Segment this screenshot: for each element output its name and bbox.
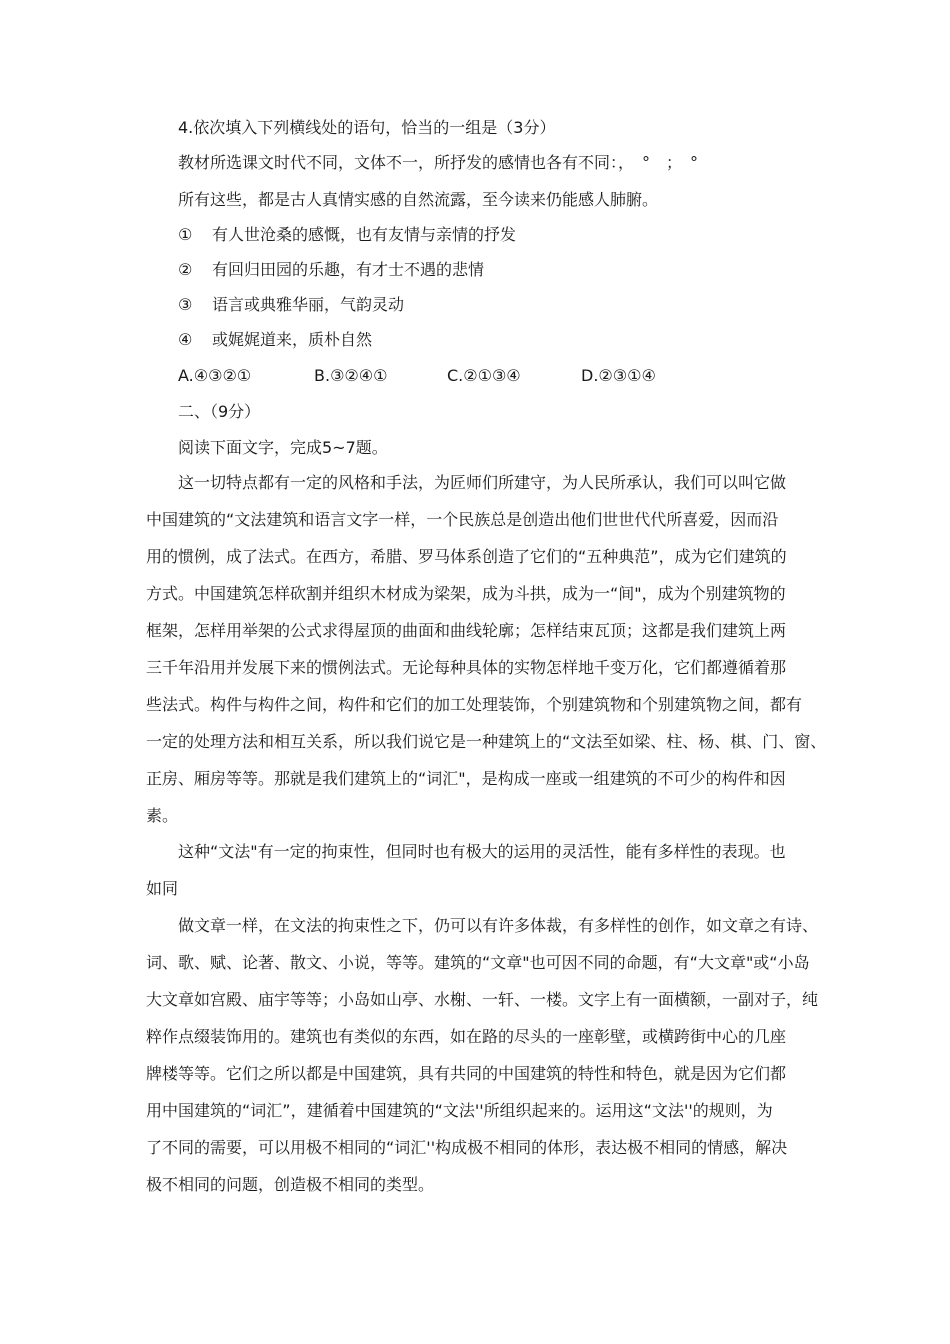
option-4 — [178, 330, 372, 350]
choice-c: C.②①③④ — [447, 366, 521, 385]
option-number: ③ — [178, 295, 193, 314]
passage-line: 些法式。构件与构件之间，构件和它们的加工处理装饰，个别建筑物和个别建筑物之间，都有 — [146, 695, 803, 714]
passage-line: 了不同的需要，可以用极不相同的“词汇''构成极不相同的体形，表达极不相同的情感，解决 — [146, 1138, 788, 1157]
option-text: 或娓娓道来，质朴自然 — [212, 330, 373, 349]
section-2-title: 二、（9分） — [178, 402, 261, 421]
choice-b: B.③②④① — [314, 366, 388, 385]
reading-instruction: 阅读下面文字，完成5~7题。 — [178, 438, 388, 457]
passage-line: 方式。中国建筑怎样砍割并组织木材成为梁架，成为斗拱，成为一“间"，成为个别建筑物的 — [146, 584, 786, 603]
passage-line: 词、歌、赋、论著、散文、小说，等等。建筑的“文章"也可因不同的命题，有“大文章"或“小岛 — [146, 953, 810, 972]
passage-line: 这一切特点都有一定的风格和手法，为匠师们所建守，为人民所承认，我们可以叫它做 — [178, 473, 787, 492]
answer-choices — [178, 366, 656, 386]
option-number: ① — [178, 225, 193, 244]
passage-line: 如同 — [146, 879, 179, 898]
question-4-line-1: 教材所选课文时代不同，文体不一，所抒发的感情也各有不同：， ° ； ° — [178, 153, 699, 172]
passage-line: 做文章一样，在文法的拘束性之下，仍可以有许多体裁，有多样性的创作，如文章之有诗、 — [178, 916, 819, 935]
passage-line: 用中国建筑的“词汇”，建循着中国建筑的“文法''所组织起来的。运用这“文法''的规则，为 — [146, 1101, 773, 1120]
option-3 — [178, 295, 404, 315]
passage-line: 用的惯例，成了法式。在西方，希腊、罗马体系创造了它们的“五种典范”，成为它们建筑的 — [146, 547, 787, 566]
question-4-line-2: 所有这些，都是古人真情实感的自然流露，至今读来仍能感人肺腑。 — [178, 190, 659, 209]
option-text: 语言或典雅华丽，气韵灵动 — [212, 295, 405, 314]
choice-d: D.②③①④ — [581, 366, 656, 385]
passage-line: 牌楼等等。它们之所以都是中国建筑，具有共同的中国建筑的特性和特色，就是因为它们都 — [146, 1064, 787, 1083]
passage-line: 粹作点缀装饰用的。建筑也有类似的东西，如在路的尽头的一座彰壁，或横跨街中心的几座 — [146, 1027, 787, 1046]
option-number: ④ — [178, 330, 193, 349]
choice-a: A.④③②① — [178, 366, 252, 385]
option-1 — [178, 225, 516, 245]
question-4-stem: 4.依次填入下列横线处的语句，恰当的一组是（3分） — [178, 118, 556, 137]
passage-line: 中国建筑的“文法建筑和语言文字一样，一个民族总是创造出他们世世代代所喜爱，因而沿 — [146, 510, 779, 529]
option-number: ② — [178, 260, 193, 279]
passage-line: 极不相同的问题，创造极不相同的类型。 — [146, 1175, 435, 1194]
option-text: 有人世沧桑的感慨，也有友情与亲情的抒发 — [212, 225, 517, 244]
passage-line: 框架，怎样用举架的公式求得屋顶的曲面和曲线轮廓；怎样结束瓦顶；这都是我们建筑上两 — [146, 621, 787, 640]
passage-line: 正房、厢房等等。那就是我们建筑上的“词汇"，是构成一座或一组建筑的不可少的构件和因 — [146, 769, 786, 788]
passage-line: 一定的处理方法和相互关系，所以我们说它是一种建筑上的“文法至如梁、柱、杨、棋、门、窗、 — [146, 732, 827, 751]
option-text: 有回归田园的乐趣，有才士不遇的悲情 — [212, 260, 485, 279]
passage-line: 三千年沿用并发展下来的惯例法式。无论每种具体的实物怎样地千变万化，它们都遵循着那 — [146, 658, 787, 677]
passage-line: 大文章如宫殿、庙宇等等；小岛如山亭、水榭、一轩、一楼。文字上有一面横额，一副对子，纯 — [146, 990, 819, 1009]
option-2 — [178, 260, 484, 280]
passage-line: 素。 — [146, 806, 179, 825]
passage-line: 这种“文法"有一定的拘束性，但同时也有极大的运用的灵活性，能有多样性的表现。也 — [178, 842, 786, 861]
